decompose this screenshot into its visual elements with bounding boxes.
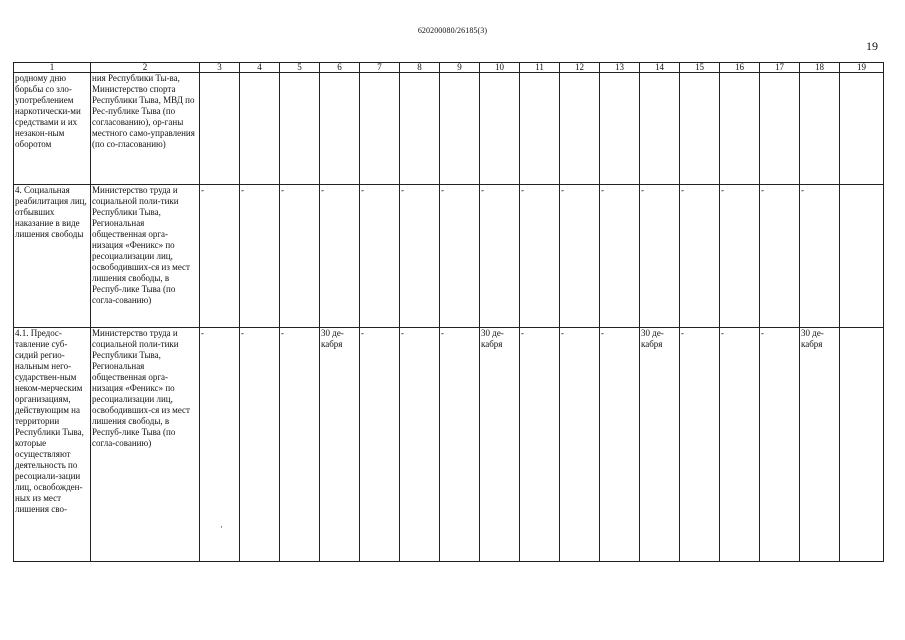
column-header: 7	[360, 63, 400, 73]
data-cell: 30 де-кабря	[800, 328, 840, 562]
data-cell: -	[240, 328, 280, 562]
data-cell	[400, 73, 440, 185]
column-header: 1	[14, 63, 91, 73]
table-row	[14, 73, 884, 185]
data-cell	[320, 73, 360, 185]
column-header: 14	[640, 63, 680, 73]
measure-cell: 4.1. Предос-тавление суб-сидий регио-нальным него-сударствен-ным неком-мерческим организациям, действующим на территории Республики Тыва, которые осуществляют деятельность по ресоциали-зации лиц, освобожден-ных из мест лишения сво-	[14, 328, 91, 562]
data-cell	[840, 73, 884, 185]
column-header: 2	[91, 63, 200, 73]
data-cell	[760, 73, 800, 185]
data-cell	[840, 328, 884, 562]
column-header: 17	[760, 63, 800, 73]
data-cell: -	[320, 185, 360, 328]
data-cell	[600, 73, 640, 185]
column-header: 6	[320, 63, 360, 73]
document-id: 620200080/26185(3)	[417, 26, 488, 35]
data-cell: 30 де-кабря	[320, 328, 360, 562]
column-header: 8	[400, 63, 440, 73]
executor-cell: Министерство труда и социальной поли-тики Республики Тыва, Региональная общественная орга-низация «Феникс» по ресоциализации лиц, освободивших-ся из мест лишения свободы, в Респуб-лике Тыва (по согла-сованию)	[91, 328, 200, 562]
header-row	[14, 63, 884, 73]
column-header: 5	[280, 63, 320, 73]
data-cell: -	[600, 185, 640, 328]
measure-cell: родному дню борьбы со зло-употреблением наркотически-ми средствами и их незакон-ным оборотом	[14, 73, 91, 185]
column-header: 10	[480, 63, 520, 73]
column-header: 12	[560, 63, 600, 73]
data-cell: -	[600, 328, 640, 562]
plan-table	[13, 62, 884, 562]
executor-cell: ния Республики Ты-ва, Министерство спорта Республики Тыва, МВД по Рес-публике Тыва (по согласованию), ор-ганы местного само-управления (по со-гласованию)	[91, 73, 200, 185]
data-cell: -	[400, 185, 440, 328]
column-header: 9	[440, 63, 480, 73]
data-cell: -	[360, 185, 400, 328]
column-header: 16	[720, 63, 760, 73]
data-cell	[640, 73, 680, 185]
column-header: 4	[240, 63, 280, 73]
data-cell: -	[280, 185, 320, 328]
data-cell	[360, 73, 400, 185]
data-cell	[560, 73, 600, 185]
data-cell: -	[520, 185, 560, 328]
data-cell: -	[360, 328, 400, 562]
data-cell: -	[720, 185, 760, 328]
data-cell: -	[520, 328, 560, 562]
data-cell	[720, 73, 760, 185]
data-cell: -	[680, 328, 720, 562]
data-cell: -	[560, 185, 600, 328]
data-cell	[280, 73, 320, 185]
column-header: 11	[520, 63, 560, 73]
data-cell: -	[440, 328, 480, 562]
table-row	[14, 185, 884, 328]
data-cell: 30 де-кабря	[480, 328, 520, 562]
data-cell	[480, 73, 520, 185]
column-header: 19	[840, 63, 884, 73]
data-cell: -	[440, 185, 480, 328]
column-header: 18	[800, 63, 840, 73]
data-cell: -	[680, 185, 720, 328]
table-row	[14, 328, 884, 562]
executor-cell: Министерство труда и социальной поли-тики Республики Тыва, Региональная общественная орга-низация «Феникс» по ресоциализации лиц, освободивших-ся из мест лишения свободы, в Респуб-лике Тыва (по согла-сованию)	[91, 185, 200, 328]
stray-mark: ·	[220, 522, 223, 532]
data-cell: -	[200, 185, 240, 328]
column-header: 15	[680, 63, 720, 73]
data-cell: 30 де-кабря	[640, 328, 680, 562]
data-cell: -	[400, 328, 440, 562]
data-cell: -	[640, 185, 680, 328]
data-cell	[680, 73, 720, 185]
column-header: 3	[200, 63, 240, 73]
data-cell	[840, 185, 884, 328]
data-cell: -	[560, 328, 600, 562]
measure-cell: 4. Социальная реабилитация лиц, отбывших наказание в виде лишения свободы	[14, 185, 91, 328]
data-cell: -	[480, 185, 520, 328]
column-header: 13	[600, 63, 640, 73]
data-cell: -	[280, 328, 320, 562]
data-cell: -	[240, 185, 280, 328]
data-cell	[440, 73, 480, 185]
data-cell: -	[720, 328, 760, 562]
data-cell	[240, 73, 280, 185]
data-cell: -	[760, 328, 800, 562]
data-cell	[520, 73, 560, 185]
page-number: 19	[866, 39, 878, 53]
data-cell	[200, 73, 240, 185]
data-cell: -	[760, 185, 800, 328]
data-cell: -	[800, 185, 840, 328]
data-cell	[800, 73, 840, 185]
data-cell: -	[200, 328, 240, 562]
